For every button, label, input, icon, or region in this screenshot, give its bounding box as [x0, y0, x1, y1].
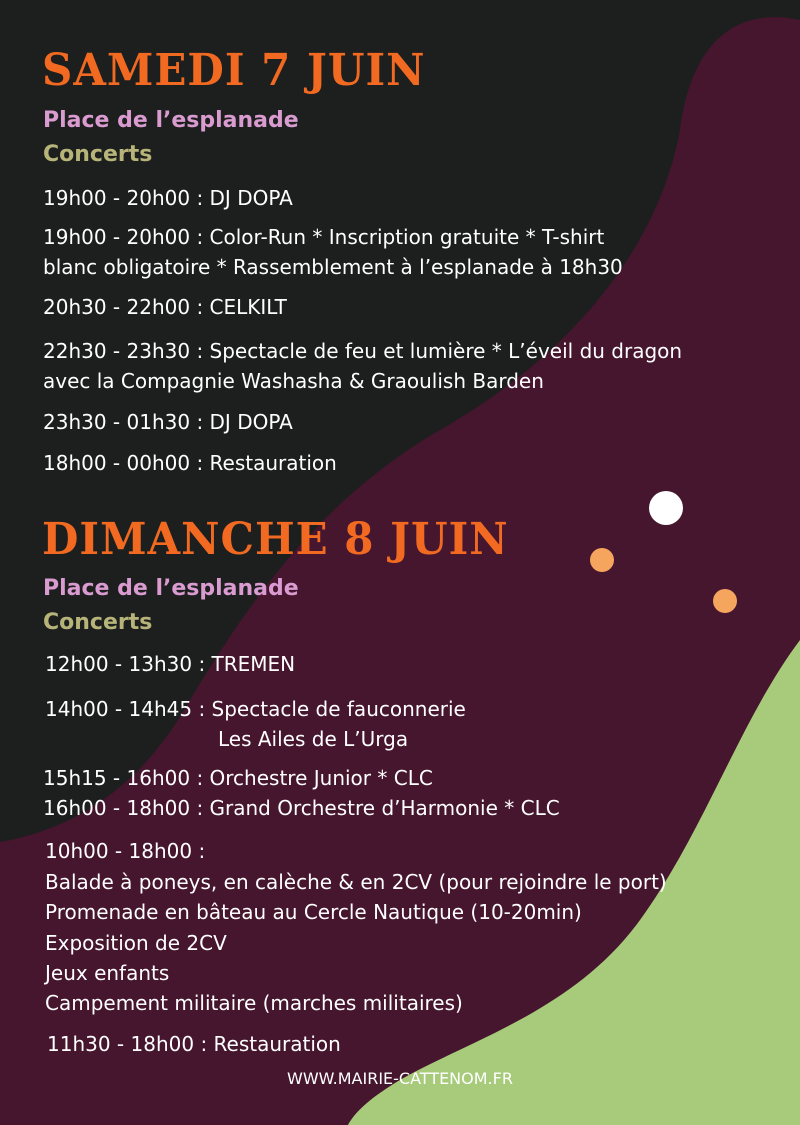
sunday-event-1: 12h00 - 13h30 : TREMEN — [45, 652, 296, 676]
saturday-event-2: 19h00 - 20h00 : Color-Run * Inscription gratuite * T-shirt — [43, 225, 605, 249]
saturday-event-4-cont: avec la Compagnie Washasha & Graoulish Barden — [43, 369, 544, 393]
sunday-activity-5: Campement militaire (marches militaires) — [45, 991, 463, 1015]
saturday-event-1: 19h00 - 20h00 : DJ DOPA — [43, 186, 293, 210]
sunday-event-4: 16h00 - 18h00 : Grand Orchestre d’Harmonie * CLC — [43, 796, 560, 820]
saturday-event-4: 22h30 - 23h30 : Spectacle de feu et lumière * L’éveil du dragon — [43, 339, 683, 363]
saturday-event-3: 20h30 - 22h00 : CELKILT — [43, 295, 287, 319]
sunday-activity-1: Balade à poneys, en calèche & en 2CV (pour rejoindre le port) — [45, 870, 667, 894]
saturday-event-6: 18h00 - 00h00 : Restauration — [43, 451, 337, 475]
sunday-activity-2: Promenade en bâteau au Cercle Nautique (10-20min) — [45, 900, 582, 924]
sunday-category: Concerts — [43, 610, 153, 635]
saturday-event-5: 23h30 - 01h30 : DJ DOPA — [43, 410, 293, 434]
sunday-title: DIMANCHE 8 JUIN — [42, 513, 509, 565]
sunday-event-6: 11h30 - 18h00 : Restauration — [47, 1032, 341, 1056]
sunday-event-3: 15h15 - 16h00 : Orchestre Junior * CLC — [43, 766, 433, 790]
saturday-category: Concerts — [43, 142, 153, 167]
sunday-place: Place de l’esplanade — [43, 576, 299, 601]
saturday-place: Place de l’esplanade — [43, 108, 299, 133]
sunday-activity-3: Exposition de 2CV — [45, 931, 227, 955]
saturday-title: SAMEDI 7 JUIN — [42, 44, 426, 96]
sunday-activity-4: Jeux enfants — [45, 961, 170, 985]
website-link[interactable]: WWW.MAIRIE-CATTENOM.FR — [287, 1069, 513, 1088]
sunday-event-2: 14h00 - 14h45 : Spectacle de fauconnerie — [45, 697, 466, 721]
saturday-event-2-cont: blanc obligatoire * Rassemblement à l’esplanade à 18h30 — [43, 255, 623, 279]
sunday-event-2-cont: Les Ailes de L’Urga — [218, 727, 409, 751]
sunday-event-5: 10h00 - 18h00 : — [45, 839, 206, 863]
